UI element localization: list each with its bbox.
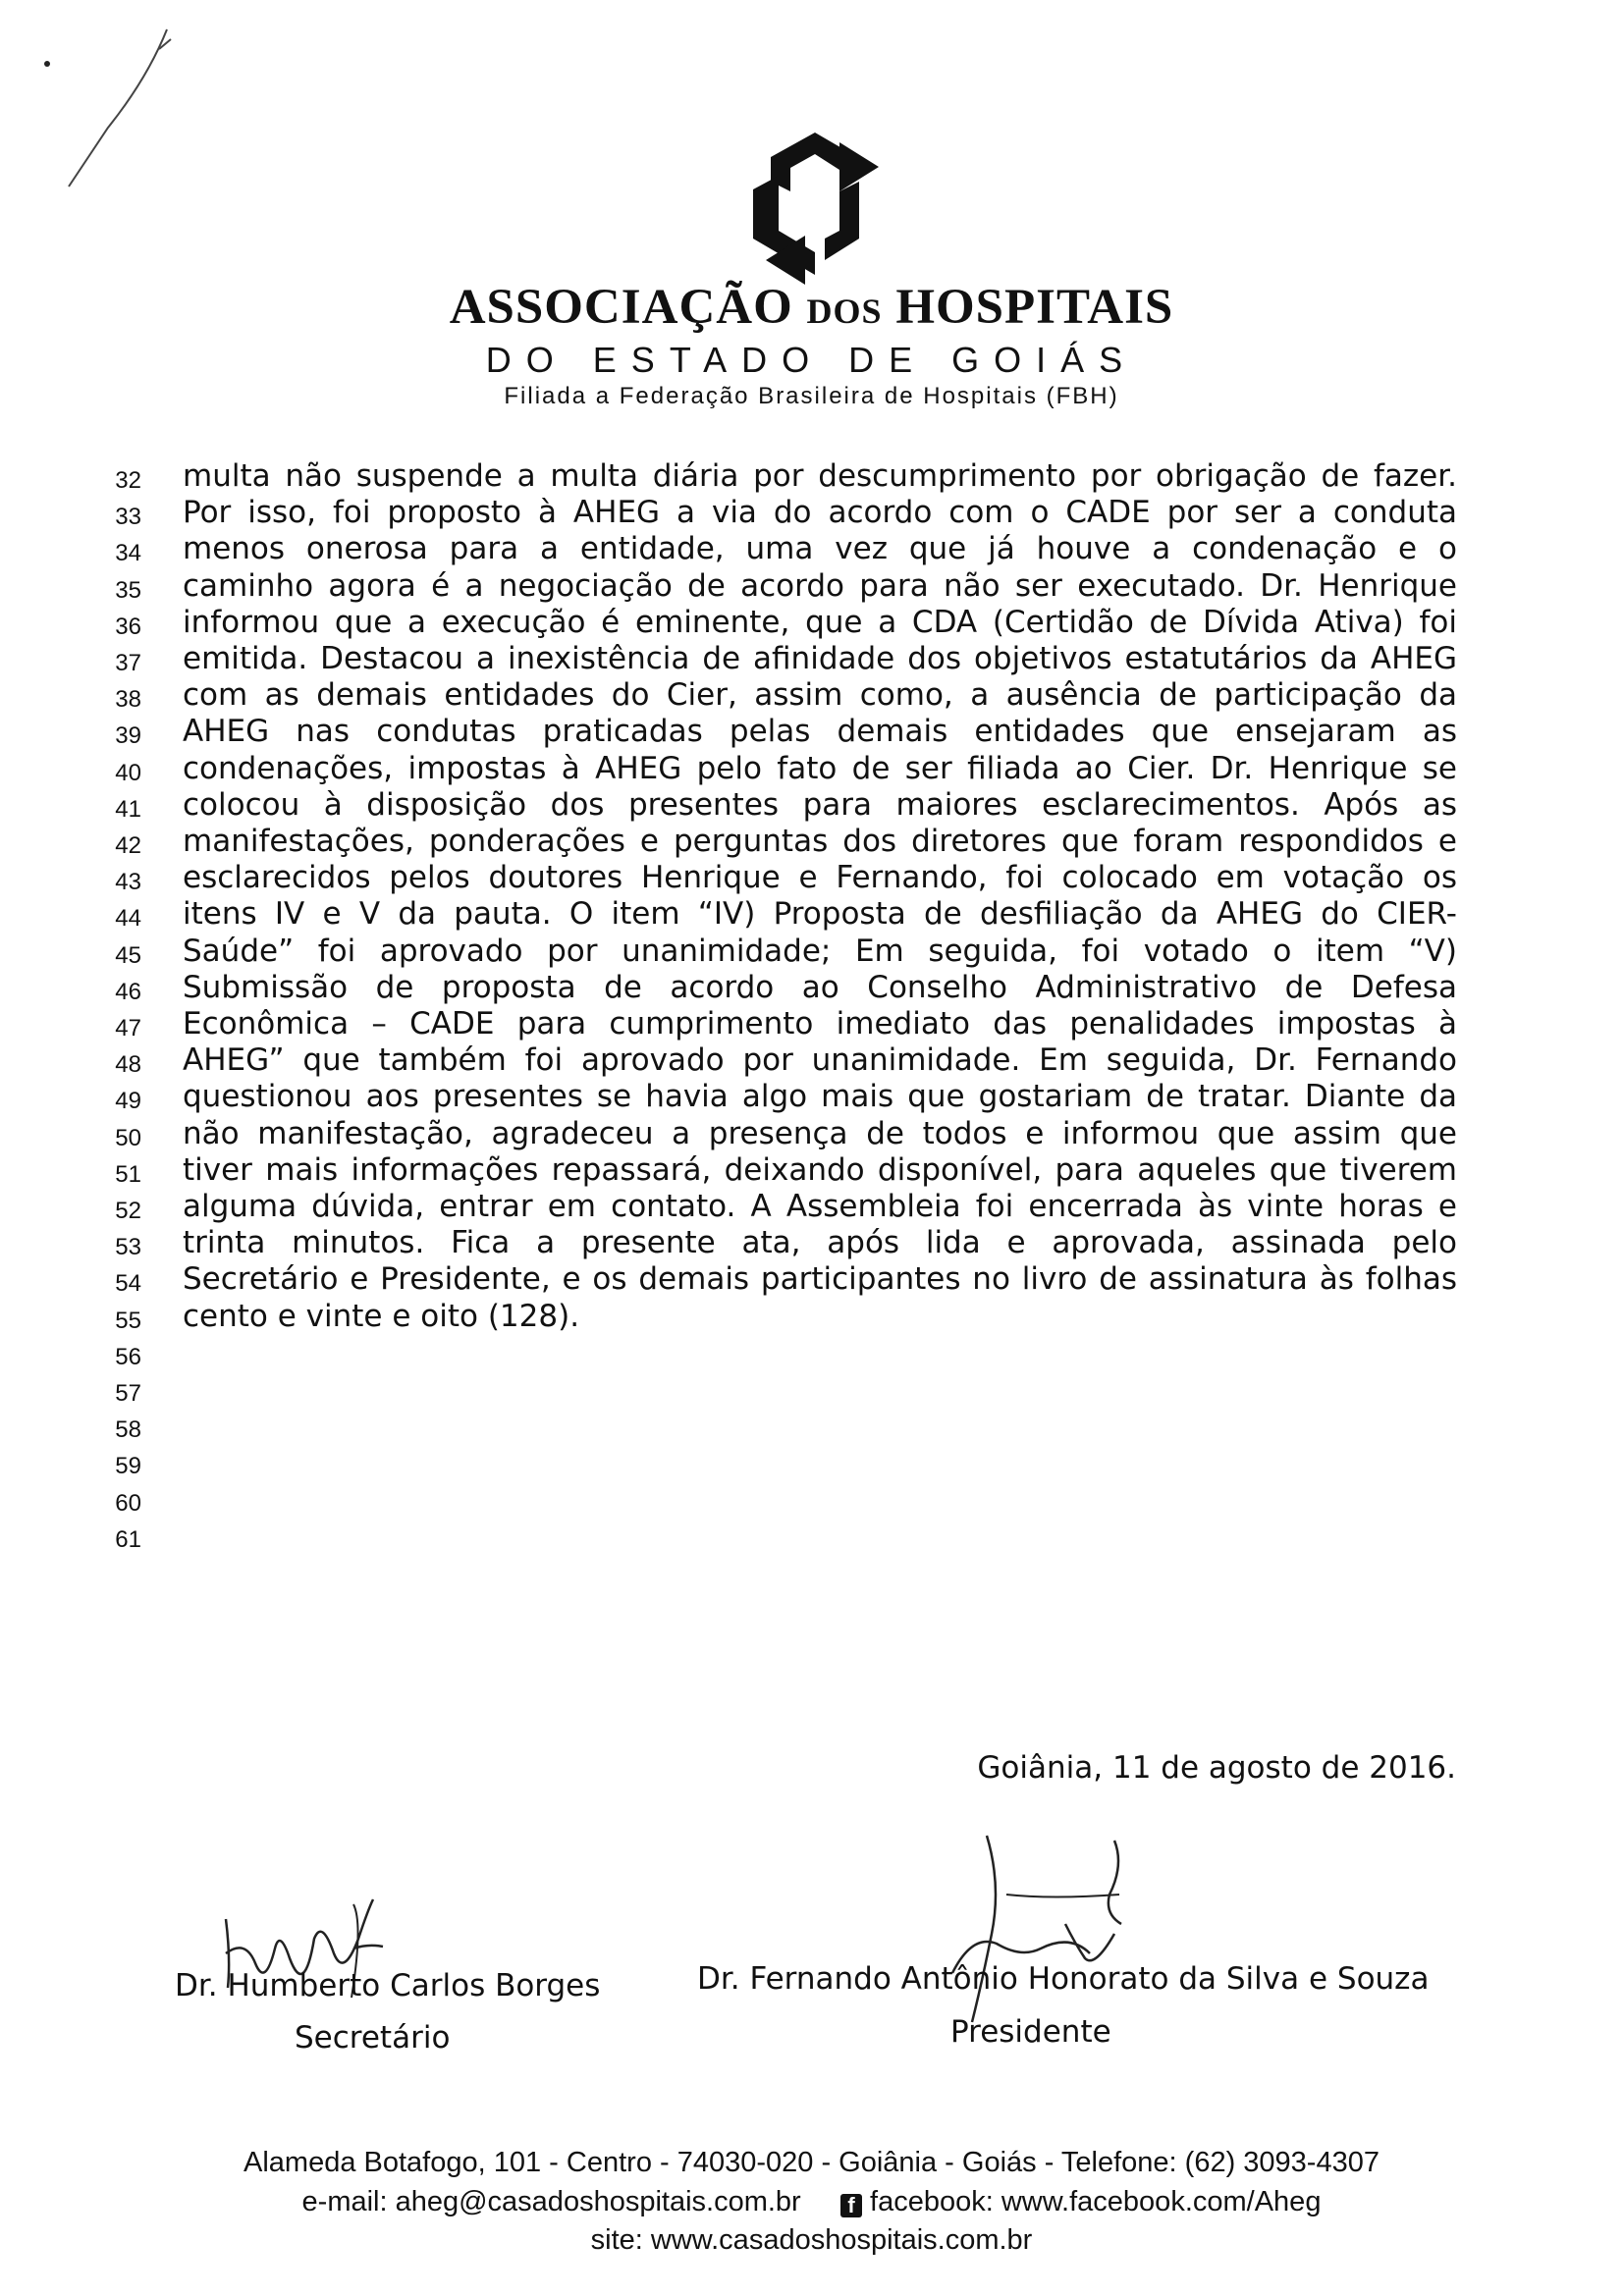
org-name-part-a: ASSOCIAÇÃO: [449, 280, 807, 335]
minutes-line: trinta minutos. Fica a presente ata, após lida e aprovada, assinada pelo: [183, 1225, 1457, 1261]
minutes-line: manifestações, ponderações e perguntas dos diretores que foram respondidos e: [183, 824, 1457, 859]
line-number: 38: [115, 686, 141, 714]
line-number: 45: [115, 941, 141, 969]
minutes-line: condenações, impostas à AHEG pelo fato de ser filiada ao Cier. Dr. Henrique se: [183, 750, 1457, 786]
minutes-line: cento e vinte e oito (128).: [183, 1298, 580, 1334]
minutes-line: Secretário e Presidente, e os demais participantes no livro de assinatura às folhas: [183, 1261, 1457, 1298]
footer-address: Alameda Botafogo, 101 - Centro - 74030-020 - Goiânia - Goiás - Telefone: (62) 3093-4307: [243, 2147, 1380, 2178]
minutes-line: tiver mais informações repassará, deixando disponível, para aqueles que tiverem: [183, 1151, 1457, 1188]
line-number: 59: [115, 1453, 141, 1480]
minutes-line: Saúde” foi aprovado por unanimidade; Em seguida, foi votado o item “V): [183, 933, 1457, 969]
line-number: 57: [115, 1380, 141, 1407]
line-number: 56: [115, 1343, 141, 1370]
org-name-part-c: HOSPITAIS: [882, 280, 1174, 335]
line-number: 55: [115, 1307, 141, 1334]
minutes-line: Por isso, foi proposto à AHEG a via do acordo com o CADE por ser a conduta: [183, 495, 1457, 531]
line-number: 32: [115, 467, 141, 494]
line-number: 51: [115, 1160, 141, 1188]
line-number: 43: [115, 869, 141, 896]
footer-email[interactable]: e-mail: aheg@casadoshospitais.com.br: [301, 2186, 801, 2217]
line-number: 50: [115, 1124, 141, 1151]
facebook-icon: f: [840, 2194, 862, 2217]
line-number: 33: [115, 504, 141, 531]
minutes-line: colocou à disposição dos presentes para maiores esclarecimentos. Após as: [183, 786, 1457, 823]
minutes-line: Submissão de proposta de acordo ao Conselho Administrativo de Defesa: [183, 969, 1457, 1005]
line-number: 39: [115, 722, 141, 750]
line-number: 60: [115, 1489, 141, 1517]
stray-pen-mark: [39, 20, 177, 196]
minutes-line: AHEG nas condutas praticadas pelas demais entidades que ensejaram as: [183, 714, 1457, 750]
line-number: 44: [115, 905, 141, 933]
line-number: 53: [115, 1234, 141, 1261]
president-role: Presidente: [950, 2014, 1111, 2050]
line-number: 54: [115, 1270, 141, 1298]
minutes-line: informou que a execução é eminente, que a CDA (Certidão de Dívida Ativa) foi: [183, 604, 1457, 640]
line-number: 41: [115, 795, 141, 823]
affiliation-line: Filiada a Federação Brasileira de Hospitais (FBH): [504, 383, 1119, 409]
line-number: 48: [115, 1051, 141, 1079]
president-name: Dr. Fernando Antônio Honorato da Silva e Souza: [697, 1961, 1430, 1997]
footer-facebook[interactable]: facebook: www.facebook.com/Aheg: [870, 2186, 1322, 2217]
line-number: 37: [115, 650, 141, 676]
line-number: 58: [115, 1416, 141, 1444]
org-name-line1: [0, 280, 1623, 335]
secretary-role: Secretário: [295, 2020, 451, 2056]
line-number: 49: [115, 1088, 141, 1115]
minutes-line: esclarecidos pelos doutores Henrique e Fernando, foi colocado em votação os: [183, 860, 1457, 896]
minutes-line: emitida. Destacou a inexistência de afinidade dos objetivos estatutários da AHEG: [183, 641, 1457, 676]
line-number: 61: [115, 1525, 141, 1553]
secretary-name: Dr. Humberto Carlos Borges: [175, 1968, 601, 2003]
minutes-line: menos onerosa para a entidade, uma vez que já houve a condenação e o: [183, 531, 1457, 567]
line-number: 47: [115, 1015, 141, 1041]
minutes-line: multa não suspende a multa diária por descumprimento por obrigação de fazer.: [183, 458, 1457, 494]
line-number: 52: [115, 1198, 141, 1224]
org-name-line2: DO ESTADO DE GOIÁS: [485, 340, 1138, 380]
minutes-line: alguma dúvida, entrar em contato. A Assembleia foi encerrada às vinte horas e: [183, 1189, 1457, 1224]
minutes-line: caminho agora é a negociação de acordo para não ser executado. Dr. Henrique: [183, 567, 1457, 604]
line-number: 40: [115, 759, 141, 786]
minutes-line: itens IV e V da pauta. O item “IV) Proposta de desfiliação da AHEG do CIER-: [183, 896, 1457, 933]
line-number: 36: [115, 613, 141, 640]
line-number: 42: [115, 832, 141, 859]
minutes-line: questionou aos presentes se havia algo mais que gostariam de tratar. Diante da: [183, 1079, 1457, 1115]
president-signature: [893, 1826, 1168, 2032]
minutes-line: AHEG” que também foi aprovado por unanimidade. Em seguida, Dr. Fernando: [183, 1042, 1457, 1079]
footer-contact: [0, 2186, 1623, 2218]
org-name-part-b: DOS: [806, 292, 883, 331]
minutes-line: Econômica – CADE para cumprimento imediato das penalidades impostas à: [183, 1006, 1457, 1041]
minutes-line: com as demais entidades do Cier, assim como, a ausência de participação da: [183, 677, 1457, 714]
minutes-line: não manifestação, agradeceu a presença de todos e informou que assim que: [183, 1115, 1457, 1151]
line-number: 46: [115, 978, 141, 1005]
line-number: 35: [115, 576, 141, 604]
line-number: 34: [115, 540, 141, 567]
hexagon-arrows-logo-icon: [731, 113, 898, 290]
footer-site[interactable]: site: www.casadoshospitais.com.br: [590, 2224, 1033, 2256]
date-line: Goiânia, 11 de agosto de 2016.: [977, 1750, 1456, 1786]
